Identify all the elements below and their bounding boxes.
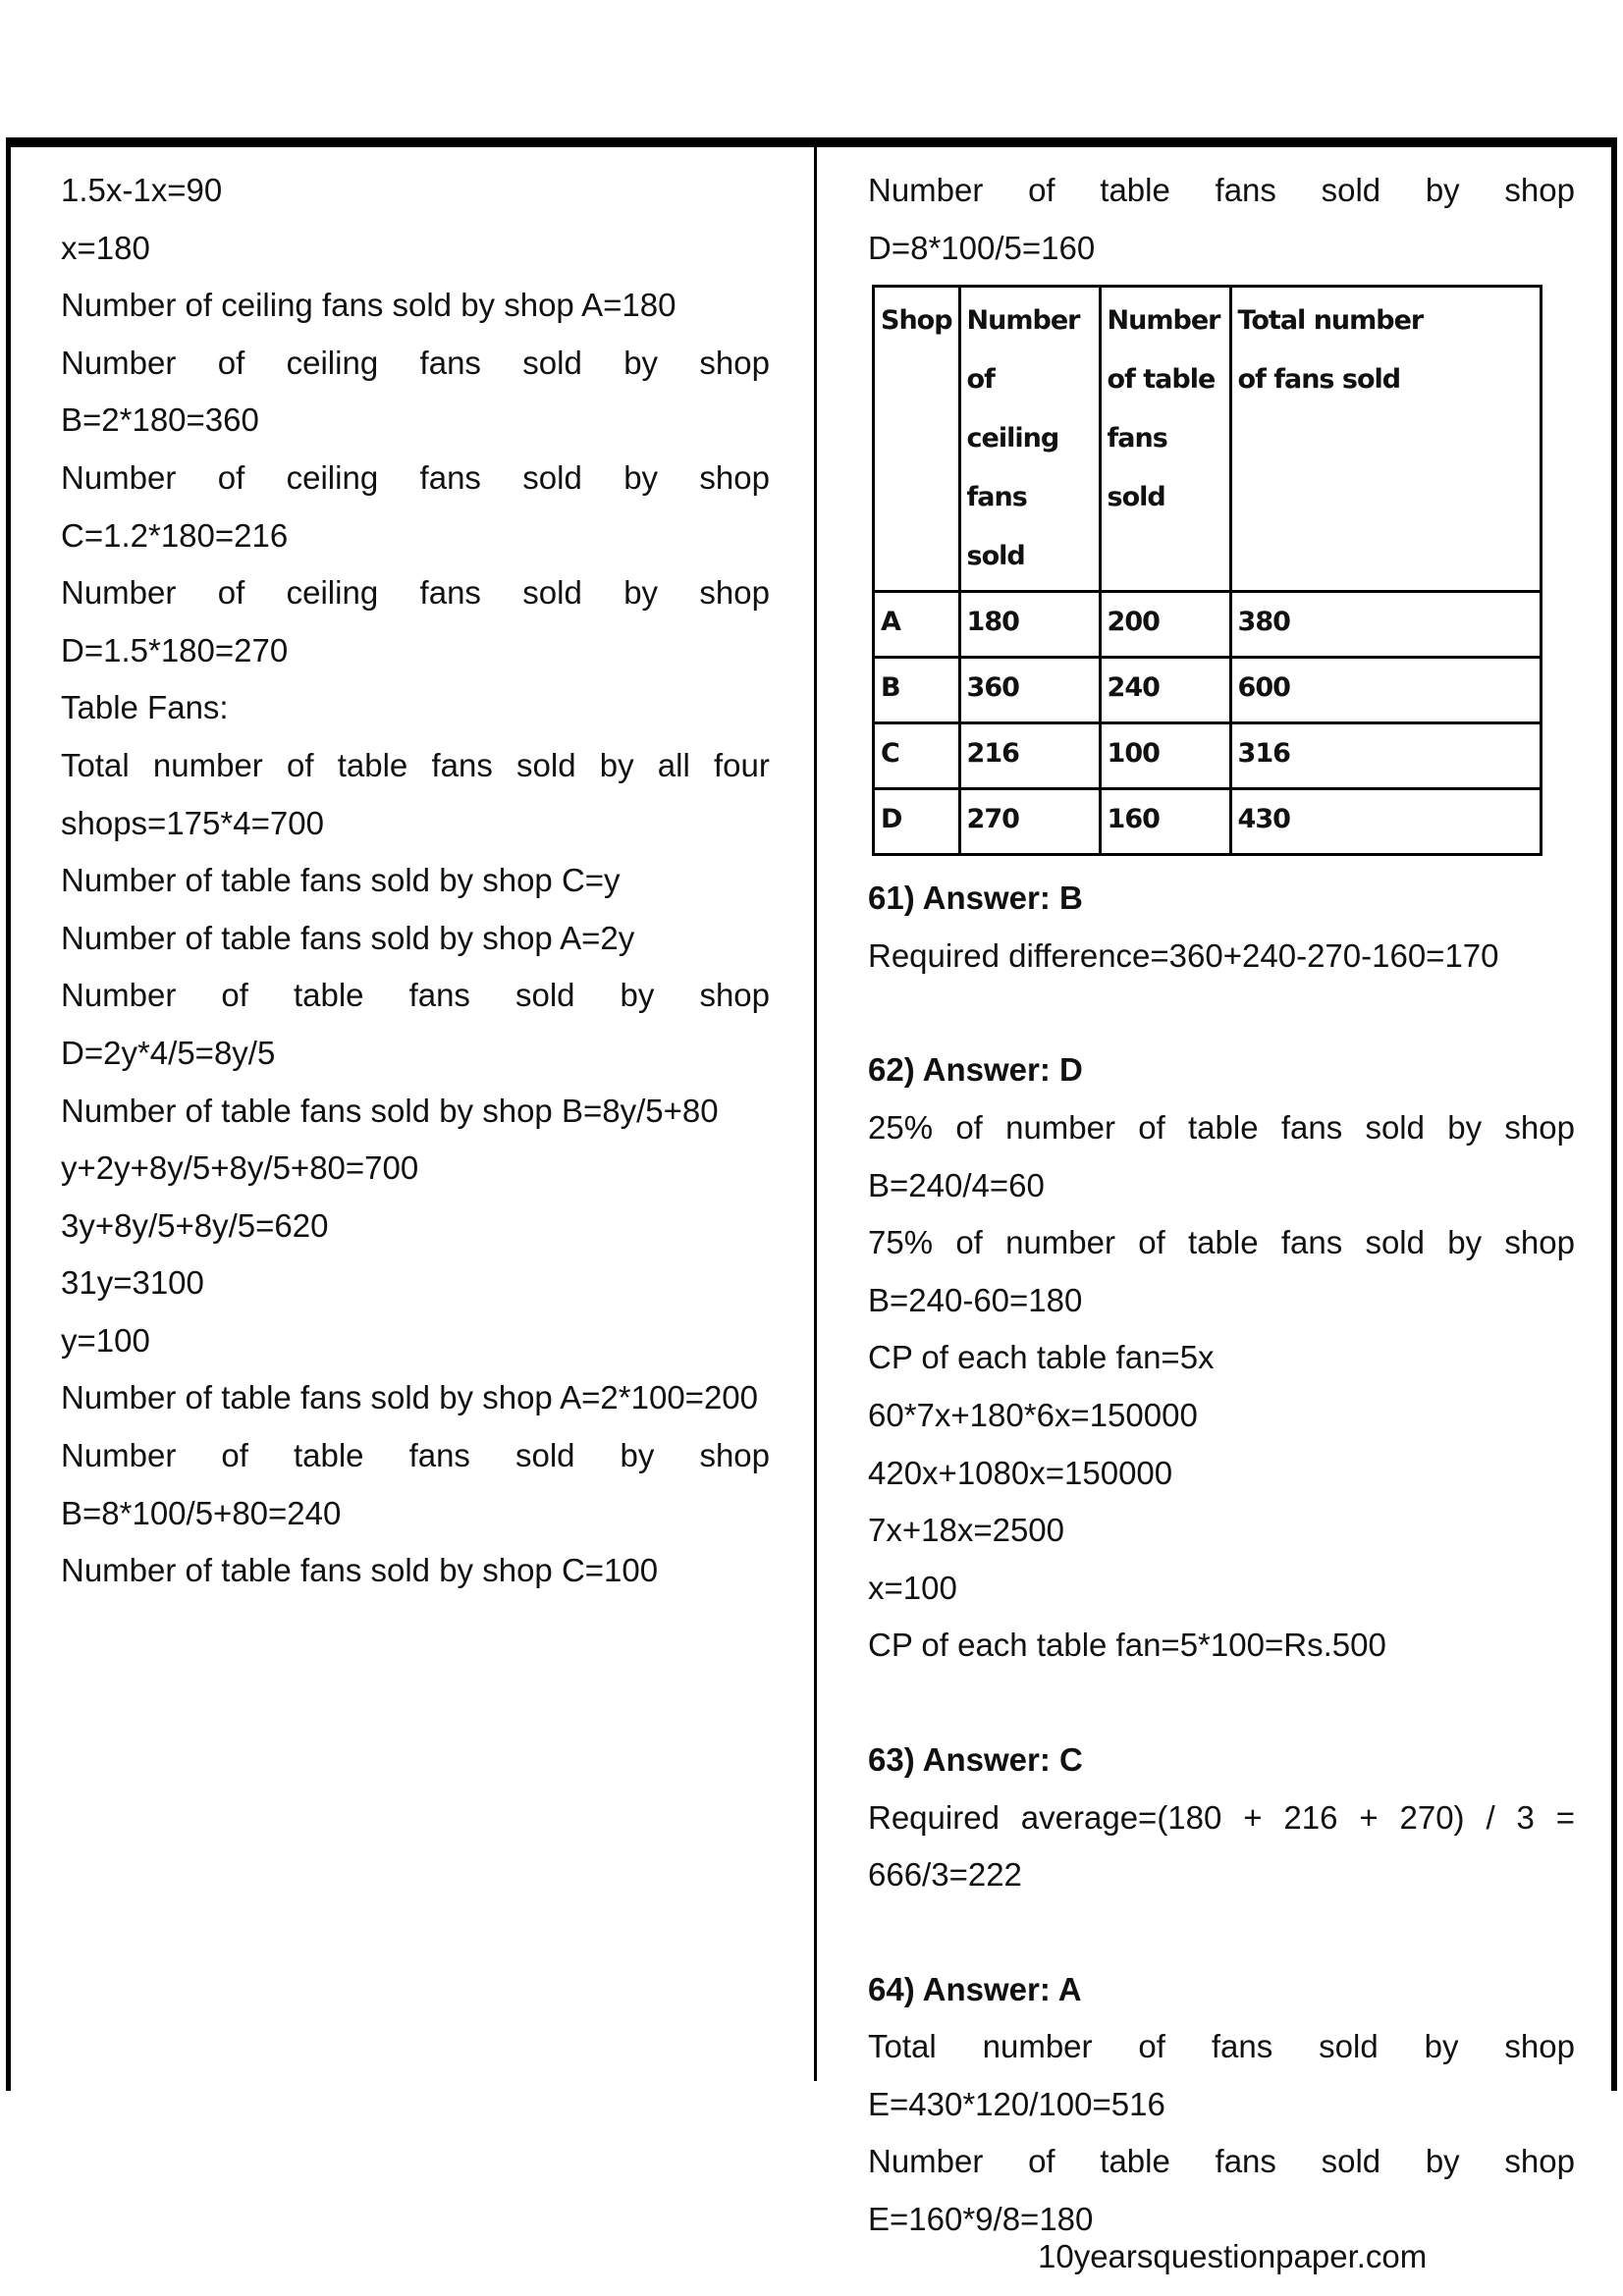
word: Number [61, 344, 177, 381]
solution-line: Table Fans: [61, 689, 229, 726]
solution-line: 666/3=222 [868, 1856, 1022, 1894]
word: ceiling [286, 574, 379, 612]
word: = [1555, 1798, 1575, 1836]
left-column [61, 162, 770, 1600]
word: of [286, 746, 314, 783]
solution-line: x=180 [61, 229, 150, 266]
solution-line [868, 1099, 1575, 1157]
table-cell: 100 [1100, 723, 1230, 789]
table-cell: 430 [1230, 789, 1541, 855]
word: table [293, 977, 364, 1014]
solution-line: Number of table fans sold by shop A=2y [61, 919, 635, 956]
word: table [1188, 1108, 1259, 1146]
word: shop [1504, 2028, 1575, 2065]
solution-line [868, 2018, 1575, 2076]
solution-line: 60*7x+180*6x=150000 [868, 1396, 1198, 1433]
table-cell: 200 [1100, 592, 1230, 658]
word: table [337, 746, 408, 783]
solution-line [868, 2133, 1575, 2191]
word: by [623, 344, 659, 381]
table-cell: C [874, 723, 960, 789]
word: shop [1504, 1224, 1575, 1261]
table-cell: 600 [1230, 658, 1541, 723]
word: Total [868, 2028, 937, 2065]
word: of [221, 977, 248, 1014]
word: shop [699, 1437, 770, 1474]
answer-heading: 64) Answer: A [868, 1970, 1082, 2007]
solution-line: shops=175*4=700 [61, 804, 324, 841]
solution-line: 31y=3100 [61, 1264, 204, 1302]
solution-line [61, 737, 770, 795]
frame-left-border [6, 137, 11, 2091]
solution-line: B=240-60=180 [868, 1281, 1083, 1318]
word: shop [1504, 2143, 1575, 2180]
solution-line [868, 1789, 1575, 1847]
solution-line: 1.5x-1x=90 [61, 172, 223, 208]
word: number [1005, 1224, 1115, 1261]
header-cell: Number of table fans sold [1100, 287, 1230, 592]
word: fans [431, 746, 493, 783]
word: of [1028, 172, 1055, 208]
solution-line: 3y+8y/5+8y/5=620 [61, 1206, 329, 1244]
word: fans [419, 458, 481, 496]
word: Required [868, 1798, 1000, 1836]
word: sold [1365, 1224, 1425, 1261]
solution-line [61, 450, 770, 507]
word: 270) [1399, 1798, 1465, 1836]
word: of [1138, 2028, 1165, 2065]
solution-line: E=160*9/8=180 [868, 2201, 1094, 2238]
header-cell: Total number of fans sold [1230, 287, 1541, 592]
word: table [1100, 2143, 1170, 2180]
word: by [623, 458, 659, 496]
word: Number [61, 1437, 177, 1474]
right-column [868, 162, 1575, 2249]
solution-line: B=8*100/5+80=240 [61, 1494, 342, 1531]
word: table [1188, 1224, 1259, 1261]
table-cell: 216 [959, 723, 1100, 789]
answers-section [868, 870, 1575, 2248]
solution-line: D=2y*4/5=8y/5 [61, 1034, 276, 1071]
word: all [657, 746, 690, 783]
table-cell: A [874, 592, 960, 658]
word: fans [408, 1437, 470, 1474]
word: by [620, 977, 655, 1014]
word: Number [868, 172, 984, 208]
word: shop [1504, 172, 1575, 208]
word: fans [1280, 1224, 1343, 1261]
table-row [874, 723, 1542, 789]
word: of [1138, 1224, 1165, 1261]
word: by [599, 746, 634, 783]
solution-line: D=1.5*180=270 [61, 631, 289, 668]
spacer [868, 985, 1575, 1041]
table-cell: 270 [959, 789, 1100, 855]
word: of [217, 344, 245, 381]
word: fans [419, 344, 481, 381]
word: of [217, 574, 245, 612]
word: sold [1321, 2143, 1381, 2180]
solution-line: CP of each table fan=5*100=Rs.500 [868, 1627, 1386, 1664]
word: of [1028, 2143, 1055, 2180]
table-header-row [874, 287, 1542, 592]
word: sold [1365, 1108, 1425, 1146]
solution-line: Number of ceiling fans sold by shop A=180 [61, 287, 676, 324]
answer-heading: 62) Answer: D [868, 1051, 1083, 1089]
solution-line [868, 162, 1575, 220]
word: + [1359, 1798, 1379, 1836]
spacer [868, 1904, 1575, 1961]
word: fans [1211, 2028, 1273, 2065]
table-cell: D [874, 789, 960, 855]
column-divider [814, 147, 817, 2081]
word: by [620, 1437, 655, 1474]
table-cell: B [874, 658, 960, 723]
solution-line: D=8*100/5=160 [868, 229, 1096, 266]
solution-line: Required difference=360+240-270-160=170 [868, 936, 1499, 974]
solution-line: y+2y+8y/5+8y/5+80=700 [61, 1149, 419, 1187]
word: Number [61, 574, 177, 612]
solution-line: C=1.2*180=216 [61, 516, 289, 554]
word: Number [868, 2143, 984, 2180]
frame-right-border [1611, 137, 1617, 2091]
word: sold [516, 746, 576, 783]
word: four [714, 746, 770, 783]
word: by [623, 574, 659, 612]
solution-line [61, 1427, 770, 1485]
word: by [1424, 2028, 1459, 2065]
solution-line: y=100 [61, 1321, 150, 1359]
word: sold [522, 344, 582, 381]
word: of [1138, 1108, 1165, 1146]
word: number [982, 2028, 1093, 2065]
word: fans [1280, 1108, 1343, 1146]
word: by [1447, 1108, 1483, 1146]
spacer [868, 1675, 1575, 1732]
word: shop [699, 458, 770, 496]
solution-line: CP of each table fan=5x [868, 1339, 1215, 1376]
table-cell: 316 [1230, 723, 1541, 789]
table-row [874, 789, 1542, 855]
word: average=(180 [1020, 1798, 1222, 1836]
word: shop [1504, 1108, 1575, 1146]
solution-line: Number of table fans sold by shop B=8y/5+80 [61, 1092, 719, 1129]
word: + [1243, 1798, 1263, 1836]
word: of [955, 1108, 983, 1146]
word: fans [419, 574, 481, 612]
solution-line: 7x+18x=2500 [868, 1512, 1065, 1549]
solution-line: Number of table fans sold by shop A=2*100=200 [61, 1379, 758, 1416]
word: / [1486, 1798, 1495, 1836]
word: 75% [868, 1224, 934, 1261]
solution-line: B=240/4=60 [868, 1166, 1045, 1203]
word: Number [61, 977, 177, 1014]
solution-line: B=2*180=360 [61, 401, 259, 439]
answer-heading: 61) Answer: B [868, 880, 1083, 917]
word: shop [699, 574, 770, 612]
answer-heading: 63) Answer: C [868, 1740, 1083, 1778]
word: sold [522, 574, 582, 612]
solution-line: 420x+1080x=150000 [868, 1454, 1173, 1491]
word: ceiling [286, 344, 379, 381]
word: number [152, 746, 263, 783]
word: 3 [1516, 1798, 1535, 1836]
word: 216 [1283, 1798, 1338, 1836]
word: sold [1321, 172, 1381, 208]
table-cell: 380 [1230, 592, 1541, 658]
table-cell: 240 [1100, 658, 1230, 723]
solution-line [61, 335, 770, 393]
header-cell: Number of ceiling fans sold [959, 287, 1100, 592]
table-cell: 360 [959, 658, 1100, 723]
table-cell: 160 [1100, 789, 1230, 855]
word: by [1425, 2143, 1460, 2180]
word: shop [699, 344, 770, 381]
word: Total [61, 746, 130, 783]
word: sold [514, 977, 575, 1014]
header-cell: Shop [874, 287, 960, 592]
fans-sold-table [872, 285, 1542, 856]
solution-line: x=100 [868, 1569, 957, 1606]
word: ceiling [286, 458, 379, 496]
word: 25% [868, 1108, 934, 1146]
word: sold [522, 458, 582, 496]
word: by [1425, 172, 1460, 208]
table-row [874, 592, 1542, 658]
word: by [1447, 1224, 1483, 1261]
solution-line [61, 564, 770, 622]
word: table [293, 1437, 364, 1474]
word: sold [514, 1437, 575, 1474]
footer-website: 10yearsquestionpaper.com [1038, 2238, 1428, 2274]
word: fans [408, 977, 470, 1014]
solution-line: Number of table fans sold by shop C=y [61, 862, 621, 899]
word: Number [61, 458, 177, 496]
word: fans [1215, 2143, 1276, 2180]
word: fans [1215, 172, 1276, 208]
solution-line [61, 967, 770, 1025]
solution-line [868, 1214, 1575, 1272]
word: of [221, 1437, 248, 1474]
word: shop [699, 977, 770, 1014]
table-row [874, 658, 1542, 723]
table-cell: 180 [959, 592, 1100, 658]
word: number [1005, 1108, 1115, 1146]
word: sold [1319, 2028, 1379, 2065]
word: of [955, 1224, 983, 1261]
solution-line: Number of table fans sold by shop C=100 [61, 1552, 659, 1589]
word: table [1100, 172, 1170, 208]
solution-line: E=430*120/100=516 [868, 2085, 1165, 2122]
word: of [217, 458, 245, 496]
